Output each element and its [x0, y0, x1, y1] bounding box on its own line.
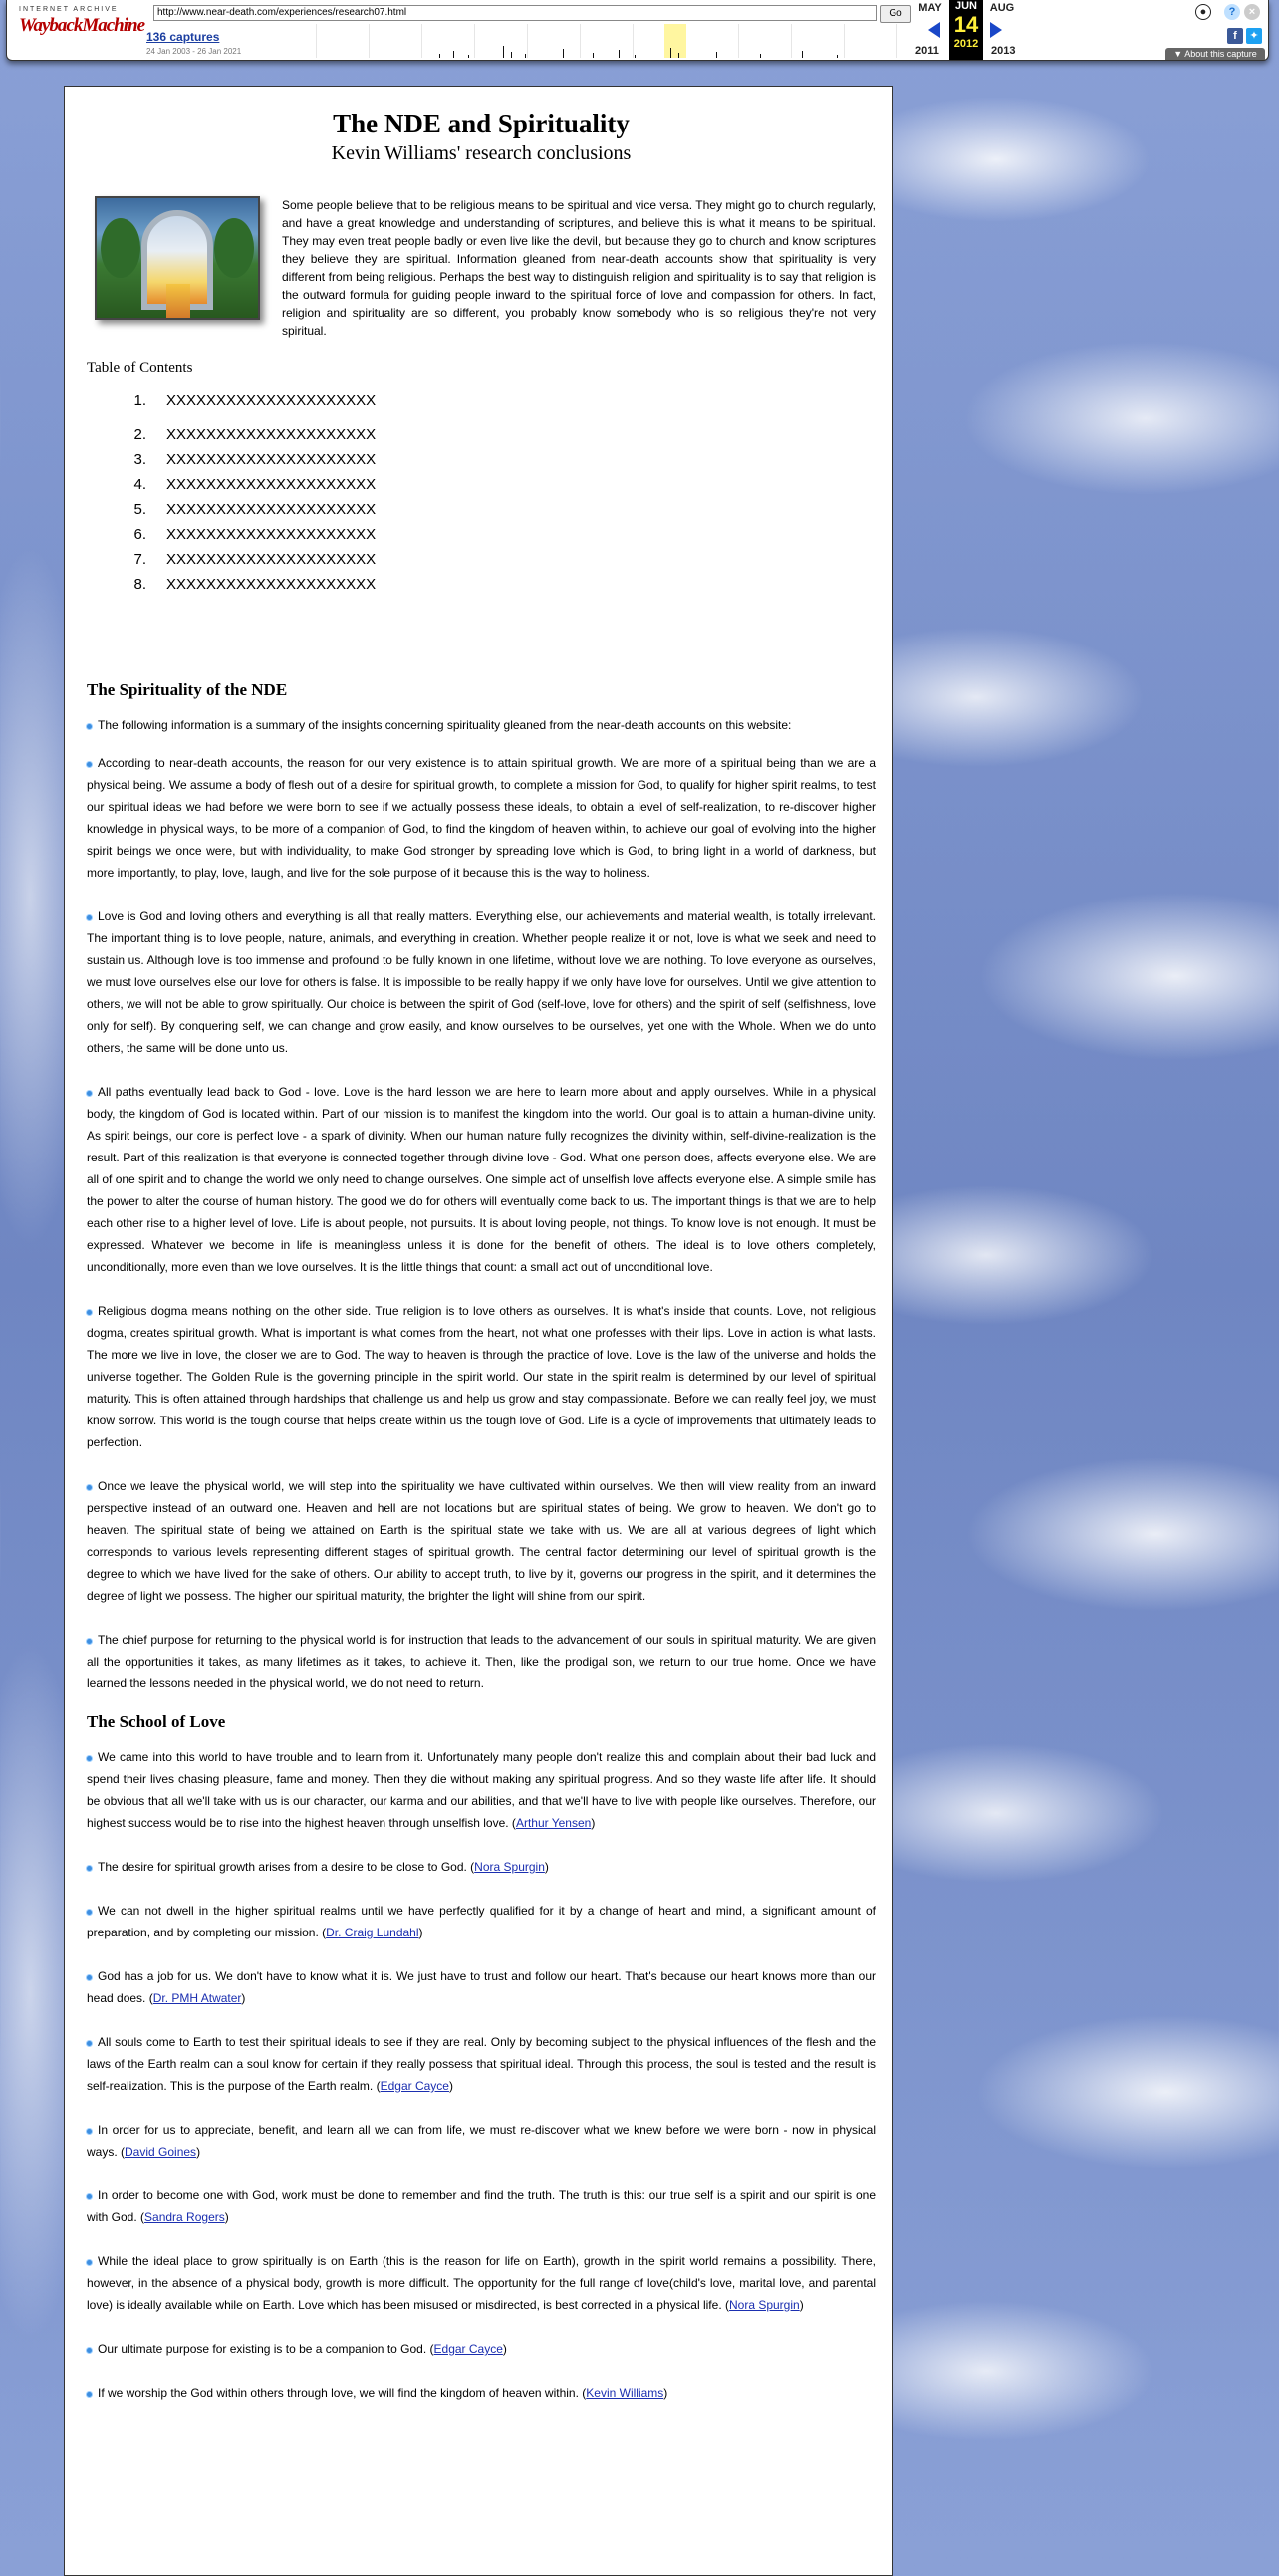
quote-close: )	[224, 2210, 229, 2224]
page-title: The NDE and Spirituality	[333, 109, 630, 138]
quote-paragraph	[87, 2338, 876, 2360]
sparkline-bar	[563, 49, 564, 58]
quote-close: )	[544, 1860, 549, 1874]
bullet-icon	[87, 1485, 92, 1490]
sparkline-bar	[511, 52, 512, 58]
quote-paragraph	[87, 1746, 876, 1834]
toc-number: 1.	[133, 392, 146, 409]
twitter-icon[interactable]: ✦	[1246, 28, 1262, 44]
toc-heading: Table of Contents	[87, 360, 193, 376]
section1-paragraph	[87, 905, 876, 1059]
quote-paragraph	[87, 1900, 876, 1943]
quote-text: All souls come to Earth to test their spiritual ideals to see if they are real. Only by becoming subject to the physical influences of the flesh and the laws of the Earth realm can a soul know for certain if they really possess that spiritual ideal. Through this process, the soul is tested and the result is self-realization. This is the purpose of the Earth realm. (	[87, 2035, 876, 2093]
sparkline-bar	[678, 53, 679, 58]
sparkline-bar	[525, 54, 526, 58]
bullet-icon	[87, 1910, 92, 1915]
quote-close: )	[418, 1926, 423, 1939]
section1-paragraph	[87, 1475, 876, 1607]
light-path-shape	[166, 284, 190, 318]
bullet-icon	[87, 762, 92, 767]
prev-month-label[interactable]: MAY	[918, 2, 942, 14]
toc-label: XXXXXXXXXXXXXXXXXXXXX	[166, 451, 377, 468]
bullet-icon	[87, 2392, 92, 2397]
toc-item[interactable]	[87, 447, 876, 472]
section-heading-spirituality: The Spirituality of the NDE	[87, 680, 288, 699]
paragraph-text: The chief purpose for returning to the physical world is for instruction that leads to the advancement of our souls in spiritual maturity. We are given all the opportunities it takes, as many lifetimes as it takes, to achieve it. Then, like the prodigal son, we return to our true home. Once we have learned the lessons needed in the physical world, we do not need to return.	[87, 1633, 876, 1690]
current-day-label: 14	[953, 12, 979, 37]
paragraph-text: Religious dogma means nothing on the other side. True religion is to love others as ourselves. It is what's inside that counts. Love, not religious dogma, creates spiritual growth. What is important is what comes from the heart, not what one professes with their lips. Love in action is what lasts. The more we live in love, the closer we are to God. The way to heaven is through the practice of love. Love is the law of the universe and holds the universe together. The Golden Rule is the governing principle in the spirit world. Our state in the spirit realm is determined by our level of spiritual maturity. This is often attained through hardships that challenge us and help us grow and stay compassionate. Before we can really feel joy, we must know sorrow. This world is the tough course that helps create within us the tough love of God. Life is a cycle of improvements that ultimately leads to perfection.	[87, 1304, 876, 1449]
author-link[interactable]: Dr. PMH Atwater	[152, 1991, 242, 2005]
toc-number: 5.	[133, 501, 146, 518]
quote-close: )	[241, 1991, 246, 2005]
author-link[interactable]: David Goines	[125, 2145, 197, 2159]
toc-item[interactable]	[87, 572, 876, 597]
sparkline-bar	[619, 50, 620, 58]
quote-paragraph	[87, 2250, 876, 2316]
close-icon[interactable]: ×	[1244, 4, 1260, 20]
author-link[interactable]: Sandra Rogers	[144, 2210, 225, 2224]
author-link[interactable]: Nora Spurgin	[474, 1860, 545, 1874]
quote-paragraph	[87, 2031, 876, 2097]
toc-item[interactable]	[87, 388, 876, 422]
bullet-icon	[87, 1639, 92, 1644]
current-capture-block	[949, 0, 983, 60]
section1-paragraph	[87, 1629, 876, 1694]
page-subtitle: Kevin Williams' research conclusions	[331, 142, 632, 164]
author-link[interactable]: Kevin Williams	[586, 2386, 664, 2400]
sparkline-bar	[453, 51, 454, 58]
section1-paragraph	[87, 752, 876, 884]
tree-shape	[214, 218, 254, 278]
toc-number: 8.	[133, 576, 146, 593]
sparkline-bar	[593, 53, 594, 58]
toc-label: XXXXXXXXXXXXXXXXXXXXX	[166, 526, 377, 543]
quote-paragraph	[87, 2119, 876, 2163]
sparkline-bar	[716, 52, 717, 58]
sparkline-bar	[468, 55, 469, 58]
prev-year-label[interactable]: 2011	[915, 45, 939, 57]
quote-close: )	[196, 2145, 201, 2159]
paragraph-text: The following information is a summary of the insights concerning spirituality gleaned from the near-death accounts on this website:	[98, 718, 792, 732]
section-heading-school-of-love: The School of Love	[87, 1712, 226, 1731]
quote-text: While the ideal place to grow spiritually is on Earth (this is the reason for life on Earth), growth in the spirit world remains a possibility. There, however, in the absence of a physical body, growth is more difficult. The opportunity for the full range of love(child's love, marital love, and parental love) is ideally available while on Earth. Love which has been misused or misdirected, is best corrected in a physical life. (	[87, 2254, 876, 2312]
current-year-label: 2012	[953, 38, 979, 50]
bullet-icon	[87, 915, 92, 920]
sparkline-bar	[802, 51, 803, 58]
bullet-icon	[87, 1756, 92, 1761]
sparkline-bar	[760, 54, 761, 58]
section1-paragraph	[87, 1300, 876, 1453]
logo-top-text: INTERNET ARCHIVE	[19, 6, 119, 13]
bullet-icon	[87, 1091, 92, 1096]
toc-number: 3.	[133, 451, 146, 468]
wayback-logo[interactable]	[19, 6, 145, 46]
toc-item[interactable]	[87, 472, 876, 497]
content-panel	[64, 86, 893, 2576]
author-link[interactable]: Edgar Cayce	[380, 2079, 449, 2093]
author-link[interactable]: Arthur Yensen	[515, 1816, 592, 1830]
section1-paragraph	[87, 714, 876, 736]
content-inner	[87, 87, 876, 2404]
tree-shape	[101, 218, 140, 278]
toc-label: XXXXXXXXXXXXXXXXXXXXX	[166, 426, 377, 443]
prev-capture-arrow-icon[interactable]	[928, 22, 940, 38]
user-icon[interactable]: ●	[1195, 4, 1211, 20]
help-icon[interactable]: ?	[1224, 4, 1240, 20]
toc-item[interactable]	[87, 547, 876, 572]
toc-item[interactable]	[87, 497, 876, 522]
sparkline-bar	[635, 55, 636, 58]
quote-paragraph	[87, 1856, 876, 1878]
quote-text: We can not dwell in the higher spiritual realms until we have perfectly qualified for it by a change of heart and mind, a significant amount of preparation, and by completing our mission. (	[87, 1904, 876, 1939]
quote-text: In order to become one with God, work must be done to remember and find the truth. The truth is this: our true self is a spirit and our spirit is one with God. (	[87, 2189, 876, 2224]
toc-label: XXXXXXXXXXXXXXXXXXXXX	[166, 476, 377, 493]
quote-text: In order for us to appreciate, benefit, and learn all we can from life, we must re-discover what we knew before we were born - now in physical ways. (	[87, 2123, 876, 2159]
capture-date-range: 24 Jan 2003 - 26 Jan 2021	[146, 47, 242, 56]
sparkline-bar	[503, 46, 504, 58]
section1-paragraph	[87, 1081, 876, 1278]
bullet-icon	[87, 2348, 92, 2353]
toc-item[interactable]	[87, 522, 876, 547]
about-capture-label: About this capture	[1184, 49, 1257, 59]
paragraph-text: All paths eventually lead back to God - love. Love is the hard lesson we are here to learn more about and apply ourselves. While in a physical body, the kingdom of God is located within. Part of our mission is to manifest the kingdom into the world. Our goal is to attain a human-divine unity. As spirit beings, our core is perfect love - a spark of divinity. When our human nature fully recognizes the divinity within, self-divine-realization is the result. Part of this realization is that everyone is connected together through divine love - God. What one person does, affects everyone else. We are all of one spirit and to change the world we only need to change ourselves. One simple act of unselfish love affects everyone else. A simple smile has the power to alter the course of human history. The good we do for others will eventually come back to us. The important things is that we are to help each other rise to a higher level of love. Life is about people, not pursuits. It is about loving people, not things. To know love is not enough. It must be expressed. Whatever we become in life is meaningless unless it is done for the benefit of others. The ideal is to love others completely, unconditionally, more even than we love ourselves. It is the little things that count: a small act out of unconditional love.	[87, 1085, 876, 1274]
paragraph-text: Once we leave the physical world, we will step into the spirituality we have cultivated within ourselves. We then will view reality from an inward perspective instead of an outward one. Heaven and hell are not locations but are spiritual states of being. We grow to heaven. We don't go to heaven. The spiritual state of being we attained on Earth is the spiritual state we take with us. We are all at various degrees of light which corresponds to various levels representing different stages of spiritual growth. The central factor determining our level of spiritual growth is the degree to which we have lived for the sake of others. Our ability to accept truth, to live by it, governs our progress in the spirit, and it determines the degree of light we possess. The higher our spiritual maturity, the brighter the light will shine from our spirit.	[87, 1479, 876, 1603]
bullet-icon	[87, 1975, 92, 1980]
author-link[interactable]: Nora Spurgin	[728, 2298, 800, 2312]
toc-number: 4.	[133, 476, 146, 493]
toc-number: 6.	[133, 526, 146, 543]
about-capture-button[interactable]: ▼ About this capture	[1165, 48, 1265, 60]
quote-text: We came into this world to have trouble and to learn from it. Unfortunately many people don't realize this and complain about their bad luck and spend their lives chasing pleasure, fame and money. Then they die without making any spiritual progress. And so they waste life after life. It should be obvious that all we'll take with us is our character, our karma and our abilities, and that we'll have to live with people like ourselves. Therefore, our highest success would be to rise into the highest heaven through unselfish love. (	[87, 1750, 876, 1830]
bullet-icon	[87, 2041, 92, 2046]
table-of-contents	[87, 388, 876, 597]
current-month-label: JUN	[954, 0, 977, 12]
quote-text: If we worship the God within others through love, we will find the kingdom of heaven within. (	[98, 2386, 587, 2400]
quote-paragraph	[87, 2185, 876, 2228]
bullet-icon	[87, 1866, 92, 1871]
paragraph-text: Love is God and loving others and everything is all that really matters. Everything else, our achievements and material wealth, is totally irrelevant. The important thing is to love people, nature, animals, and everything in creation. Whether people realize it or not, love is what we seek and need to sustain us. Although love is too immense and profound to be fully known in one lifetime, without love we are nothing. To love everyone as ourselves, we must love ourselves else our love for others is false. It is impossible to be really happy if we only have love for ourselves. Until we give attention to others, we will not be able to grow spiritually. Our choice is between the spirit of God (self-love, love for others) and the spirit of self (selfishness, love only for self). By conquering self, we can change and grow easily, and know ourselves to be ourselves, yet one with the Whole. When we do unto others, the same will be done unto us.	[87, 909, 876, 1055]
sparkline-bar	[439, 54, 440, 58]
quote-close: )	[663, 2386, 668, 2400]
next-month-label[interactable]: AUG	[989, 2, 1015, 14]
go-button[interactable]: Go	[880, 5, 911, 23]
captures-link[interactable]: 136 captures	[146, 30, 220, 44]
toc-label: XXXXXXXXXXXXXXXXXXXXX	[166, 576, 377, 593]
author-link[interactable]: Dr. Craig Lundahl	[326, 1926, 419, 1939]
toc-item[interactable]	[87, 422, 876, 447]
quote-close: )	[799, 2298, 804, 2312]
logo-main-text: WaybackMachine	[19, 15, 145, 36]
facebook-icon[interactable]: f	[1227, 28, 1243, 44]
bullet-icon	[87, 724, 92, 729]
sparkline-bar	[670, 48, 671, 58]
quote-text: Our ultimate purpose for existing is to be a companion to God. (	[98, 2342, 434, 2356]
toc-label: XXXXXXXXXXXXXXXXXXXXX	[166, 551, 377, 568]
bullet-icon	[87, 2194, 92, 2199]
author-link[interactable]: Edgar Cayce	[433, 2342, 503, 2356]
heaven-gate-image	[95, 196, 260, 320]
bullet-icon	[87, 1310, 92, 1315]
current-year-highlight	[664, 24, 686, 58]
quote-text: God has a job for us. We don't have to know what it is. We just have to trust and follow our heart. That's because our heart knows more than our head does. (	[87, 1969, 876, 2005]
bullet-icon	[87, 2129, 92, 2134]
capture-sparkline[interactable]	[264, 24, 901, 58]
url-input[interactable]: http://www.near-death.com/experiences/research07.html	[153, 5, 877, 21]
quote-paragraph	[87, 2382, 876, 2404]
quote-text: The desire for spiritual growth arises from a desire to be close to God. (	[98, 1860, 475, 1874]
bullet-icon	[87, 2260, 92, 2265]
toc-label: XXXXXXXXXXXXXXXXXXXXX	[166, 392, 377, 409]
next-capture-arrow-icon[interactable]	[990, 22, 1002, 38]
quote-close: )	[448, 2079, 453, 2093]
quote-close: )	[591, 1816, 596, 1830]
toc-number: 7.	[133, 551, 146, 568]
toc-label: XXXXXXXXXXXXXXXXXXXXX	[166, 501, 377, 518]
quote-close: )	[502, 2342, 507, 2356]
quote-paragraph	[87, 1965, 876, 2009]
intro-paragraph: Some people believe that to be religious means to be spiritual and vice versa. They might go to church regularly, and have a great knowledge and understanding of scriptures, and believe this is what it means to be spiritual. They may even treat people badly or even live like the devil, but because they go to church and know scriptures they believe they are spiritual. Information gleaned from near-death accounts show that spirituality is very different from being religious. Perhaps the best way to distinguish religion and spirituality is to say that religion is the outward formula for guiding people inward to the spiritual force of love and compassion for others. In fact, religion and spirituality are so different, you probably know somebody who is so religious they're not very spiritual.	[282, 198, 876, 338]
toc-number: 2.	[133, 426, 146, 443]
paragraph-text: According to near-death accounts, the reason for our very existence is to attain spiritual growth. We are more of a spiritual being than we are a physical being. We assume a body of flesh out of a desire for spiritual growth, to complete a mission for God, to qualify for higher spirit realms, to test our spiritual ideas we had before we were born to see if we actually possess these ideals, to obtain a level of self-realization, to re-discover higher knowledge in physical ways, to be more of a companion of God, to find the kingdom of heaven within, to achieve our goal of evolving into the higher spirit beings we once were, but with individuality, to make God stronger by spreading love which is God, to bring light in a world of darkness, but more importantly, to play, love, laugh, and live for the sole purpose of it because this is the way to holiness.	[87, 756, 876, 880]
intro-section	[87, 196, 876, 340]
wayback-toolbar	[6, 0, 1269, 61]
sparkline-bar	[837, 55, 838, 58]
next-year-label[interactable]: 2013	[991, 45, 1016, 57]
